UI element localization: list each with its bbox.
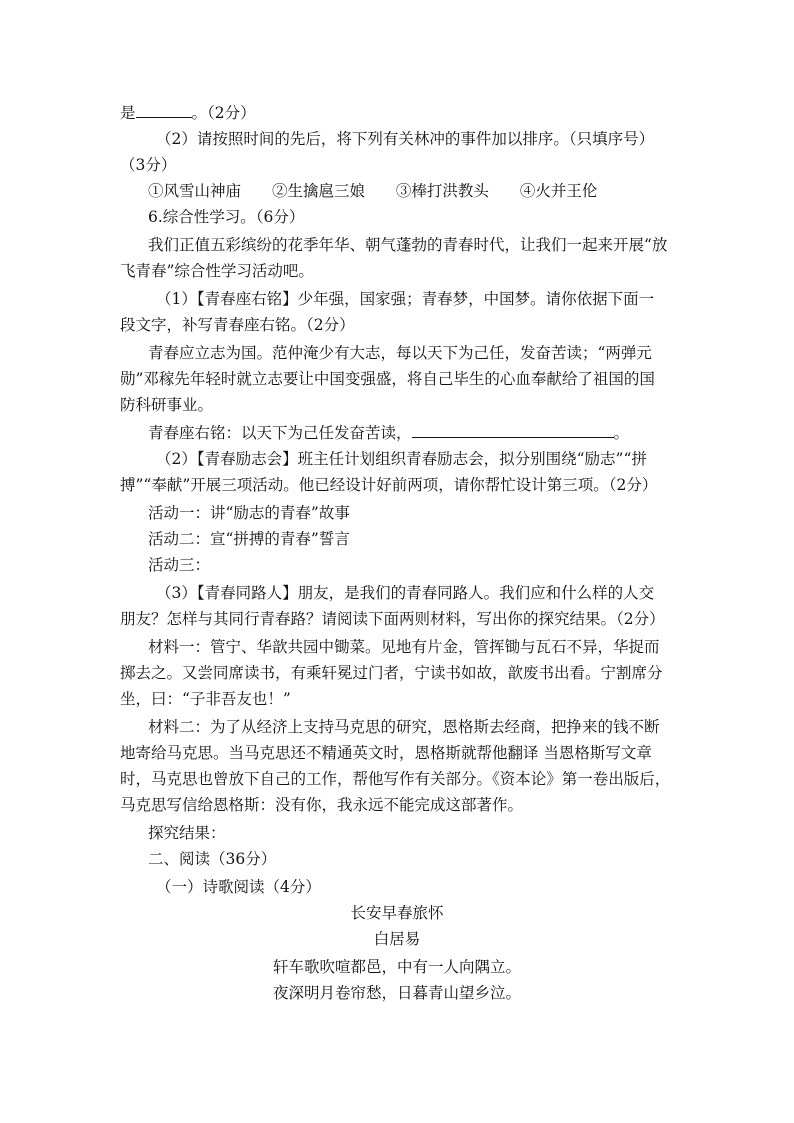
answer-blank [136,103,192,118]
companion-question-line-2: 朋友？怎样与其同行青春路？请阅读下面两则材料，写出你的探究结果。（2分） [120,610,665,628]
option-2: ②生擒扈三娘 [271,182,365,200]
line-text: 。（2分） [191,104,256,122]
poem-title: 长安早春旅怀 [350,904,444,922]
motto-question-line-1: （1）【青春座右铭】少年强，国家强；青春梦，中国梦。请你依据下面一 [156,290,655,308]
encourage-question-line-2: 搏”“奉献”开展三项活动。他已经设计好前两项，请你帮忙设计第三项。（2分） [120,476,658,494]
material-2-line-3: 时，马克思也曾放下自己的工作，帮他写作有关部分。《资本论》第一卷出版后， [120,770,671,788]
intro-line-1: 我们正值五彩缤纷的花季年华、朝气蓬勃的青春时代，让我们一起来开展“放 [148,236,668,254]
option-3: ③棒打洪教头 [395,182,489,200]
section-6-heading: 6.综合性学习。（6分） [148,208,305,226]
encourage-question-line-1: （2）【青春励志会】班主任计划组织青春励志会，拟分别围绕“励志”“拼 [156,450,647,468]
material-2-line-2: 地寄给马克思。当马克思还不精通英文时，恩格斯就帮他翻译 当恩格斯写文章 [120,744,652,762]
line-text: 。 [613,424,630,442]
answer-line-1 [120,103,256,123]
answer-blank [412,423,614,438]
material-1-line-2: 掷去之。又尝同席读书，有乘轩冕过门者，宁读书如故，歆废书出看。宁割席分 [120,664,663,682]
material-2-line-1: 材料二：为了从经济上支持马克思的研究，恩格斯去经商，把挣来的钱不断 [148,718,660,736]
intro-line-2: 飞青春”综合性学习活动吧。 [120,262,314,280]
activity-2: 活动二：宣“拼搏的青春”誓言 [148,530,350,548]
material-2-line-4: 马克思写信给恩格斯：没有你，我永远不能完成这部著作。 [120,796,524,814]
motto-text-line-2: 勋”邓稼先年轻时就立志要让中国变强盛，将自己毕生的心血奉献给了祖国的国 [120,370,655,388]
poetry-heading: （一）诗歌阅读（4分） [156,878,321,896]
motto-text-line-3: 防科研事业。 [120,396,214,414]
line-text: 青春座右铭：以天下为己任发奋苦读， [148,424,412,442]
motto-question-line-2: 段文字，补写青春座右铭。（2分） [120,316,355,334]
question-2-score: （3分） [120,156,177,174]
line-text: 是 [120,104,136,122]
activity-1: 活动一：讲“励志的青春”故事 [148,504,350,522]
activity-3: 活动三： [148,556,211,574]
option-4: ④火并王伦 [519,182,598,200]
material-1-line-1: 材料一：管宁、华歆共园中锄菜。见地有片金，管挥锄与瓦石不异，华捉而 [148,638,660,656]
poem-author: 白居易 [373,930,421,948]
question-2-line: （2）请按照时间的先后，将下列有关林冲的事件加以排序。（只填序号） [156,130,655,148]
companion-question-line-1: （3）【青春同路人】朋友，是我们的青春同路人。我们应和什么样的人交 [156,584,655,602]
section-2-heading: 二、阅读（36分） [148,850,277,868]
motto-answer-line [148,423,629,443]
event-options [148,181,623,201]
option-1: ①风雪山神庙 [148,182,242,200]
poem-line-1: 轩车歌吹喧都邑，中有一人向隅立。 [272,958,521,976]
material-1-line-3: 坐，曰：“子非吾友也！” [120,690,291,708]
result-label: 探究结果： [148,824,226,842]
motto-text-line-1: 青春应立志为国。范仲淹少有大志，每以天下为己任，发奋苦读；“两弹元 [148,344,652,362]
poem-line-2: 夜深明月卷帘愁，日暮青山望乡泣。 [272,984,521,1002]
